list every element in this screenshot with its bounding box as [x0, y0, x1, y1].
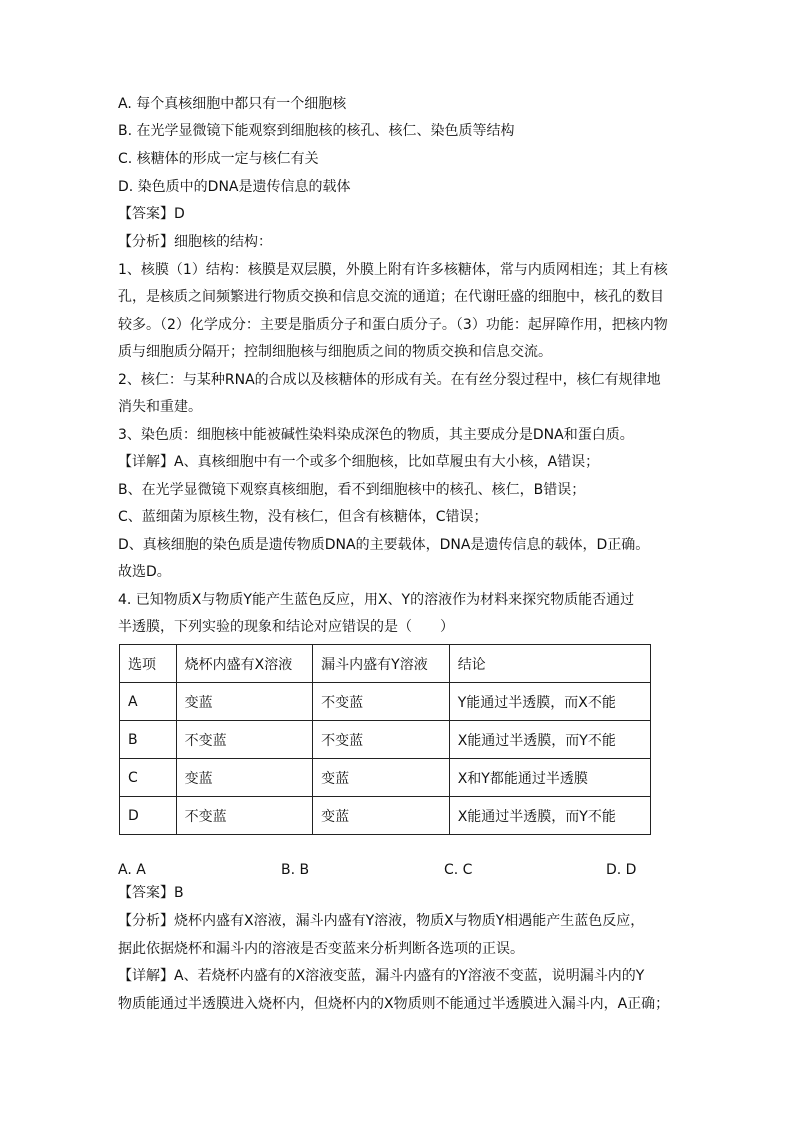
- table-cell: D: [120, 797, 177, 835]
- table-row: [120, 797, 651, 835]
- q4-stem-line: 半透膜，下列实验的现象和结论对应错误的是（ ）: [118, 619, 454, 635]
- q3-answer: 【答案】D: [118, 206, 185, 222]
- table-cell: A: [120, 683, 177, 721]
- table-row: [120, 683, 651, 721]
- q3-detail-line: 【详解】A、真核细胞中有一个或多个细胞核，比如草履虫有大小核，A错误；: [118, 454, 600, 470]
- table-row: [120, 721, 651, 759]
- q3-option-d: D. 染色质中的DNA是遗传信息的载体: [118, 179, 351, 195]
- table-header-cell: 烧杯内盛有X溶液: [176, 645, 313, 683]
- table-cell: X和Y都能通过半透膜: [449, 759, 650, 797]
- table-header-cell: 选项: [120, 645, 177, 683]
- table-cell: 变蓝: [313, 759, 450, 797]
- q3-analysis-line: 质与细胞质分隔开；控制细胞核与细胞质之间的物质交换和信息交流。: [118, 344, 552, 360]
- q3-detail-line: B、在光学显微镜下观察真核细胞，看不到细胞核中的核孔、核仁，B错误；: [118, 482, 586, 498]
- q4-option-c: C. C: [444, 862, 473, 878]
- table-header-cell: 漏斗内盛有Y溶液: [313, 645, 450, 683]
- q3-analysis-line: 1、核膜（1）结构：核膜是双层膜，外膜上附有许多核糖体，常与内质网相连；其上有核: [118, 262, 668, 278]
- q3-option-c: C. 核糖体的形成一定与核仁有关: [118, 151, 319, 167]
- q4-detail-line: 【详解】A、若烧杯内盛有的X溶液变蓝，漏斗内盛有的Y溶液不变蓝，说明漏斗内的Y: [118, 968, 645, 984]
- table-cell: 不变蓝: [176, 797, 313, 835]
- q4-analysis-line: 据此依据烧杯和漏斗内的溶液是否变蓝来分析判断各选项的正误。: [118, 941, 524, 957]
- q4-experiment-table: [119, 644, 651, 835]
- q3-analysis-line: 3、染色质：细胞核中能被碱性染料染成深色的物质，其主要成分是DNA和蛋白质。: [118, 427, 634, 443]
- q3-analysis-heading: 【分析】细胞核的结构：: [118, 234, 272, 250]
- q3-detail-line: D、真核细胞的染色质是遗传物质DNA的主要载体，DNA是遗传信息的载体，D正确。: [118, 537, 650, 553]
- q3-detail-line: C、蓝细菌为原核生物，没有核仁，但含有核糖体，C错误；: [118, 509, 488, 525]
- table-header-cell: 结论: [449, 645, 650, 683]
- q3-conclusion: 故选D。: [118, 564, 171, 580]
- q4-option-d: D. D: [606, 862, 637, 878]
- q4-stem-line: 4. 已知物质X与物质Y能产生蓝色反应，用X、Y的溶液作为材料来探究物质能否通过: [118, 592, 635, 608]
- table-row: [120, 759, 651, 797]
- q4-analysis-line: 【分析】烧杯内盛有X溶液，漏斗内盛有Y溶液，物质X与物质Y相遇能产生蓝色反应，: [118, 913, 645, 929]
- table-cell: 变蓝: [176, 683, 313, 721]
- table-cell: B: [120, 721, 177, 759]
- table-cell: 不变蓝: [313, 721, 450, 759]
- q3-analysis-line: 较多。（2）化学成分：主要是脂质分子和蛋白质分子。（3）功能：起屏障作用，把核内物: [118, 317, 668, 333]
- q3-analysis-line: 消失和重建。: [118, 399, 202, 415]
- q3-analysis-line: 2、核仁：与某种RNA的合成以及核糖体的形成有关。在有丝分裂过程中，核仁有规律地: [118, 372, 661, 388]
- table-cell: X能通过半透膜，而Y不能: [449, 797, 650, 835]
- table-cell: 变蓝: [176, 759, 313, 797]
- table-cell: Y能通过半透膜，而X不能: [449, 683, 650, 721]
- q4-answer: 【答案】B: [118, 885, 184, 901]
- table-cell: X能通过半透膜，而Y不能: [449, 721, 650, 759]
- q4-option-b: B. B: [281, 862, 310, 878]
- table-cell: 变蓝: [313, 797, 450, 835]
- table-cell: 不变蓝: [313, 683, 450, 721]
- q4-detail-line: 物质能通过半透膜进入烧杯内，但烧杯内的X物质则不能通过半透膜进入漏斗内，A正确；: [118, 996, 670, 1012]
- q3-option-b: B. 在光学显微镜下能观察到细胞核的核孔、核仁、染色质等结构: [118, 123, 515, 139]
- table-header-row: [120, 645, 651, 683]
- q3-analysis-line: 孔，是核质之间频繁进行物质交换和信息交流的通道；在代谢旺盛的细胞中，核孔的数目: [118, 289, 664, 305]
- table-cell: 不变蓝: [176, 721, 313, 759]
- q3-option-a: A. 每个真核细胞中都只有一个细胞核: [118, 96, 347, 112]
- q4-option-a: A. A: [118, 862, 146, 878]
- table-cell: C: [120, 759, 177, 797]
